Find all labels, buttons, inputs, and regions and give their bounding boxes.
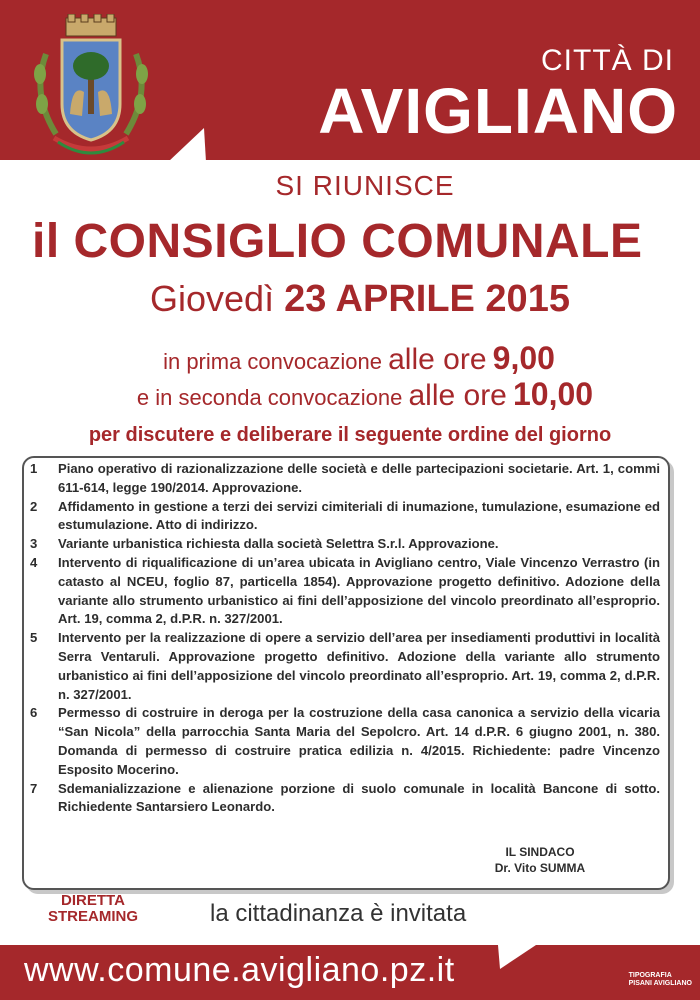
signature-block [430,844,650,876]
streaming-line1: DIRETTA [61,892,125,909]
council-article: il [32,215,60,268]
agenda-item-number: 1 [30,461,38,476]
agenda-item [30,535,660,554]
agenda-item-text: Piano operativo di razionalizzazione delle società e delle partecipazioni societarie. Art. 1, commi 611-614, legge 190/2014. Approvazione. [58,461,660,495]
agenda-item-number: 4 [30,554,38,570]
meeting-date-value: 23 APRILE 2015 [284,278,570,320]
agenda-item-text: Affidamento in gestione a terzi dei servizi cimiteriali di inumazione, tumulazione, esumazione ed estumulazione. Atto di indirizzo. [58,498,660,533]
agenda-item-text: Intervento di riqualificazione di un’area ubicata in Avigliano centro, Viale Vincenzo Verrastro (in catasto al NCEU, foglio 87, particella 1854). Approvazione progetto definitivo. Adozione della variante allo strumento urbanistico ai fini dell’apposizione del vincolo preordinato all’esproprio. Art. 19, comma 2, d.P.R. n. 327/2001. [58,554,660,627]
agenda-item [30,498,660,536]
city-name: AVIGLIANO [318,75,678,147]
printer-line2: PISANI AVIGLIANO [628,980,692,987]
agenda-item [30,460,660,498]
website-link[interactable]: www.comune.avigliano.pz.it [24,951,455,989]
agenda-item-number: 6 [30,705,38,721]
agenda-item-number: 3 [30,536,38,552]
agenda-list [30,460,660,817]
council-title [32,214,643,269]
meeting-day: Giovedì [150,278,275,319]
first-time-label: alle ore [388,343,487,376]
agenda-item-text: Permesso di costruire in deroga per la costruzione della casa canonica a servizio della vicaria “San Nicola” della parrocchia Santa Maria del Sepolcro. Art. 14 d.P.R. 6 giugno 2001, n. 380. Domanda di permesso di costruire pratica edilizia n. 4/2015. Richiedente: padre Vincenzo Esposito Mocerino. [58,705,660,777]
second-call-line [0,376,700,413]
intro-text: SI RIUNISCE [275,170,455,201]
agenda-intro: per discutere e deliberare il seguente ordine del giorno [88,424,612,446]
first-time-value: 9,00 [492,340,555,376]
second-time-label: alle ore [408,379,507,412]
city-prefix: CITTÀ DI [541,44,674,77]
agenda-item [30,554,660,629]
agenda-item-number: 2 [30,498,38,514]
agenda-item [30,780,660,818]
streaming-line2: STREAMING [48,908,138,925]
invitation-text: la cittadinanza è invitata [210,900,467,927]
streaming-badge [38,893,148,925]
second-time-value: 10,00 [513,376,594,412]
printer-credit [629,972,692,988]
printer-line1: TIPOGRAFIA [628,972,672,979]
signature-role: IL SINDACO [505,845,575,859]
council-name: CONSIGLIO COMUNALE [73,215,643,268]
first-call-line [0,340,700,377]
agenda-item-text: Sdemanializzazione e alienazione porzione di suolo comunale in località Bancone di sotto. Richiedente Santarsiero Leonardo. [58,780,660,815]
agenda-item-number: 7 [30,780,38,796]
meeting-date [0,278,700,321]
agenda-item [30,704,660,779]
agenda-item-text: Variante urbanistica richiesta dalla società Selettra S.r.l. Approvazione. [58,536,499,552]
city-crest-icon [26,14,156,164]
agenda-item-number: 5 [30,630,38,646]
agenda-item-text: Intervento per la realizzazione di opere a servizio dell’area per insediamenti produttivi in località Serra Ventaruli. Approvazione progetto definitivo. Adozione della variante allo strumento urbanistico ai fini dell’apposizione del vincolo preordinato all’esproprio. Art. 19, comma 2, d.P.R. n. 327/2001. [58,630,660,702]
first-call-label: in prima convocazione [163,349,382,374]
speech-bubble-notch [168,128,206,162]
signature-name: Dr. Vito SUMMA [494,861,586,875]
second-call-label: e in seconda convocazione [136,385,403,410]
agenda-item [30,629,660,704]
footer-bubble-notch [498,945,536,969]
